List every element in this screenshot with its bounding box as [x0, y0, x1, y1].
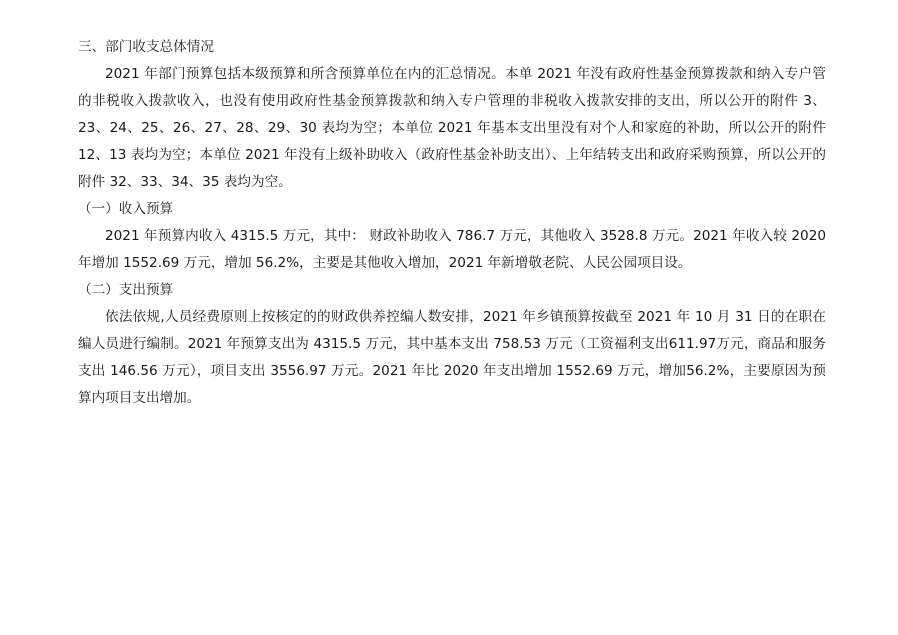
- expense-budget-paragraph: 依法依规,人员经费原则上按核定的的财政供养控编人数安排，2021 年乡镇预算按截至 2021 年 10 月 31 日的在职在编人员进行编制。2021 年预算支出为 4315.5 万元，其中基本支出 758.53 万元（工资福利支出611.97万元，商品和服务支出 146.56 万元），项目支出 3556.97 万元。2021 年比 2020 年支出增加 1552.69 万元，增加56.2%，主要原因为预算内项目支出增加。: [78, 309, 826, 406]
- income-budget-heading: （一）收入预算: [78, 201, 174, 217]
- document-page: [78, 34, 826, 412]
- income-budget-paragraph: 2021 年预算内收入 4315.5 万元，其中： 财政补助收入 786.7 万元，其他收入 3528.8 万元。2021 年收入较 2020 年增加 1552.69 万元，增加 56.2%，主要是其他收入增加，2021 年新增敬老院、人民公园项目设。: [78, 228, 826, 271]
- section-heading: 三、部门收支总体情况: [78, 39, 214, 55]
- intro-paragraph: 2021 年部门预算包括本级预算和所含预算单位在内的汇总情况。本单 2021 年没有政府性基金预算拨款和纳入专户管的非税收入拨款收入，也没有使用政府性基金预算拨款和纳入专户管理的非税收入拨款安排的支出，所以公开的附件 3、23、24、25、26、27、28、29、30 表均为空；本单位 2021 年基本支出里没有对个人和家庭的补助，所以公开的附件 12、13 表均为空；本单位 2021 年没有上级补助收入（政府性基金补助支出）、上年结转支出和政府采购预算，所以公开的附件 32、33、34、35 表均为空。: [78, 66, 826, 190]
- expense-budget-heading: （二）支出预算: [78, 282, 174, 298]
